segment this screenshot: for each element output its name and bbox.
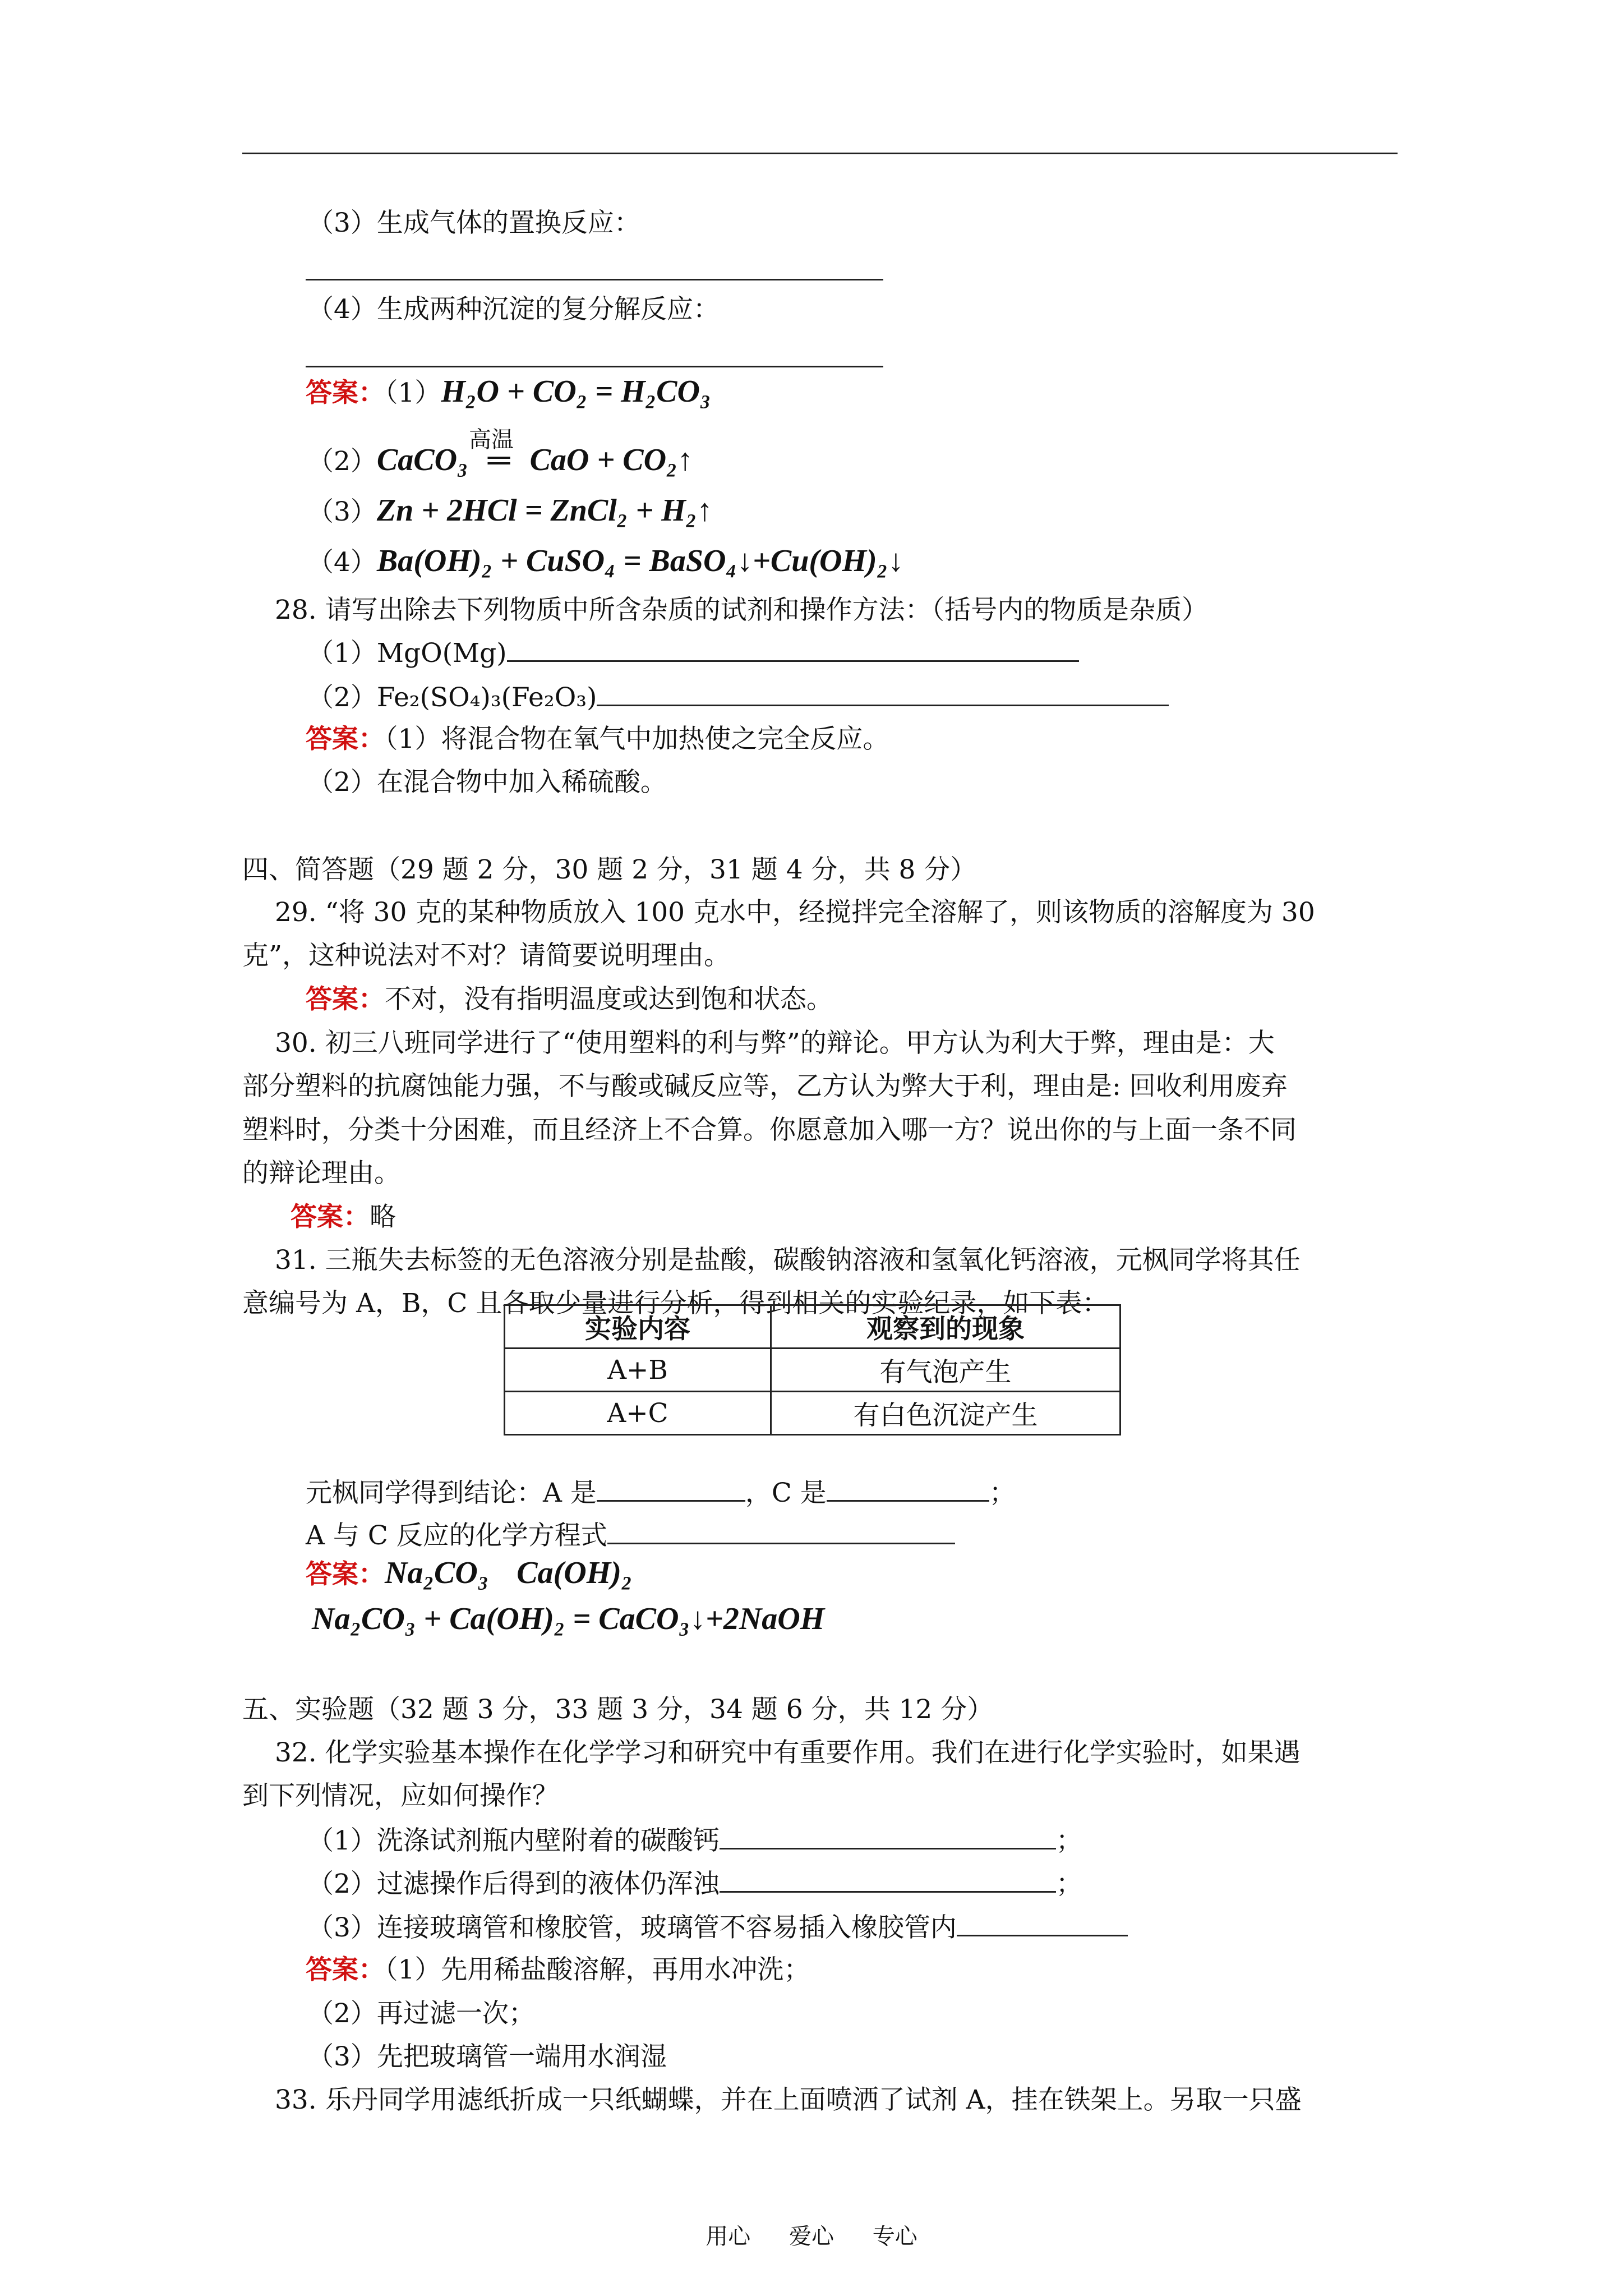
answer-num: （3） (307, 496, 377, 527)
equation: Ba(OH)₂ + CuSO₄ = BaSO₄↓+Cu(OH)₂↓ (376, 544, 904, 578)
answer-formula: Na₂CO₃ (385, 1556, 489, 1590)
q32-line2: 到下列情况，应如何操作？ (242, 1780, 559, 1811)
q32-answer-2: （2）再过滤一次； (307, 1998, 535, 2029)
answer-formula: Ca(OH)₂ (517, 1556, 633, 1590)
q32-item1 (307, 1823, 1082, 1858)
answer-blank[interactable] (597, 1475, 745, 1502)
footer-text: 爱心 (789, 2224, 834, 2249)
page-footer (0, 2219, 1623, 2251)
q30-line1: 30. 初三八班同学进行了“使用塑料的利与弊”的辩论。甲方认为利大于弊，理由是：大 (275, 1028, 1275, 1059)
answer-label: 答案： (306, 378, 385, 408)
answer-num: （4） (307, 547, 377, 578)
header-rule (242, 153, 1398, 154)
q27-answer-2 (307, 443, 693, 478)
item-text: （3）连接玻璃管和橡胶管，玻璃管不容易插入橡胶管内 (307, 1912, 957, 1943)
table-cell: 有气泡产生 (771, 1349, 1121, 1392)
table-cell: A+B (505, 1349, 771, 1392)
answer-blank[interactable] (306, 279, 883, 280)
equation: Zn + 2HCl = ZnCl₂ + H₂↑ (376, 493, 713, 528)
answer-blank[interactable] (607, 1518, 955, 1544)
answer-label: 答案： (306, 1954, 385, 1985)
answer-blank[interactable] (827, 1475, 989, 1502)
table-header: 实验内容 (505, 1305, 771, 1349)
punctuation: ； (1055, 1869, 1082, 1899)
q32-answer-3: （3）先把玻璃管一端用水润湿 (307, 2041, 667, 2072)
q30-line4: 的辩论理由。 (242, 1158, 400, 1189)
answer-label: 答案： (291, 1202, 370, 1232)
item-text: （2）过滤操作后得到的液体仍浑浊 (307, 1869, 720, 1899)
conclusion-a-label: 元枫同学得到结论：A 是 (306, 1478, 597, 1508)
q28-item1-text: （1）MgO(Mg) (307, 638, 507, 669)
table-cell: A+C (505, 1392, 771, 1435)
q30-line3: 塑料时，分类十分困难，而且经济上不合算。你愿意加入哪一方？说出你的与上面一条不同 (242, 1115, 1297, 1145)
section-heading: 五、实验题（32 题 3 分，33 题 3 分，34 题 6 分，共 12 分） (242, 1694, 994, 1725)
equation: H₂O + CO₂ = H₂CO₃ (441, 374, 711, 409)
q29-answer (306, 983, 833, 1016)
equation-left: CaCO₃ (376, 443, 468, 477)
q27-answer-4 (307, 544, 903, 579)
q30-answer (291, 1200, 396, 1234)
answer-blank[interactable] (720, 1823, 1056, 1849)
answer-blank[interactable] (957, 1910, 1128, 1936)
footer-text: 专心 (872, 2224, 917, 2249)
reaction-condition: 高温 (469, 427, 514, 453)
answer-label: 答案： (306, 1559, 385, 1590)
answer-label: 答案： (306, 984, 385, 1015)
experiment-table (504, 1304, 1121, 1435)
answer-blank[interactable] (720, 1866, 1056, 1893)
table-row (505, 1392, 1121, 1435)
punctuation: ； (989, 1478, 1016, 1508)
q28-item2 (307, 680, 1169, 715)
q32-answer-1 (306, 1953, 810, 1987)
q28-answer-1 (306, 723, 889, 756)
table-cell: 有白色沉淀产生 (771, 1392, 1121, 1435)
equals-sign: ═ (487, 443, 510, 477)
conclusion-c-label: ，C 是 (745, 1478, 827, 1508)
answer-blank[interactable] (507, 636, 1079, 662)
equation: Na₂CO₃ + Ca(OH)₂ = CaCO₃↓+2NaOH (312, 1602, 825, 1636)
q27-item3: （3）生成气体的置换反应： (307, 208, 640, 238)
table-header: 观察到的现象 (771, 1305, 1121, 1349)
q28-item1 (307, 636, 1079, 670)
q33-line1: 33. 乐丹同学用滤纸折成一只纸蝴蝶，并在上面喷洒了试剂 A，挂在铁架上。另取一只盛 (275, 2085, 1302, 2115)
q31-line1: 31. 三瓶失去标签的无色溶液分别是盐酸，碳酸钠溶液和氢氧化钙溶液，元枫同学将其任 (275, 1245, 1301, 1276)
q32-item3 (307, 1910, 1128, 1945)
table-row (505, 1349, 1121, 1392)
q31-answer-1 (306, 1556, 632, 1591)
q27-answer-1 (306, 375, 711, 410)
section-heading: 四、简答题（29 题 2 分，30 题 2 分，31 题 4 分，共 8 分） (242, 854, 977, 885)
q31-line2: 意编号为 A，B，C 且各取少量进行分析，得到相关的实验纪录，如下表： (242, 1288, 1109, 1319)
q32-item2 (307, 1866, 1082, 1901)
q28-stem: 28. 请写出除去下列物质中所含杂质的试剂和操作方法：（括号内的物质是杂质） (275, 595, 1209, 625)
answer-text: （1）先用稀盐酸溶解，再用水冲洗； (385, 1954, 810, 1985)
item-text: （1）洗涤试剂瓶内壁附着的碳酸钙 (307, 1825, 720, 1856)
q29-line2: 克”，这种说法对不对？请简要说明理由。 (242, 940, 731, 971)
q31-answer-2 (312, 1602, 824, 1637)
table-header-row (505, 1305, 1121, 1349)
equation-prompt-text: A 与 C 反应的化学方程式 (306, 1520, 607, 1551)
answer-text: 略 (370, 1202, 396, 1232)
q31-conclusion (306, 1475, 1016, 1510)
equation-right: CaO + CO₂↑ (529, 443, 693, 477)
footer-text: 用心 (706, 2224, 751, 2249)
answer-blank[interactable] (597, 680, 1169, 706)
q28-answer-2: （2）在混合物中加入稀硫酸。 (307, 767, 667, 798)
answer-text: （1）将混合物在氧气中加热使之完全反应。 (385, 724, 889, 754)
answer-label: 答案： (306, 724, 385, 754)
answer-num: （1） (385, 378, 441, 408)
q27-item4: （4）生成两种沉淀的复分解反应： (307, 294, 720, 325)
q31-equation-prompt (306, 1518, 955, 1553)
q32-line1: 32. 化学实验基本操作在化学学习和研究中有重要作用。我们在进行化学实验时，如果遇 (275, 1737, 1301, 1768)
punctuation: ； (1055, 1825, 1082, 1856)
answer-blank[interactable] (306, 366, 883, 367)
answer-text: 不对，没有指明温度或达到饱和状态。 (385, 984, 833, 1015)
q29-line1: 29. “将 30 克的某种物质放入 100 克水中，经搅拌完全溶解了，则该物质的溶解度为 30 (275, 897, 1315, 928)
q28-item2-text: （2）Fe₂(SO₄)₃(Fe₂O₃) (307, 682, 597, 713)
answer-num: （2） (307, 446, 377, 477)
q30-line2: 部分塑料的抗腐蚀能力强，不与酸或碱反应等，乙方认为弊大于利，理由是: 回收利用废弃 (242, 1071, 1288, 1102)
q27-answer-3 (307, 494, 712, 529)
